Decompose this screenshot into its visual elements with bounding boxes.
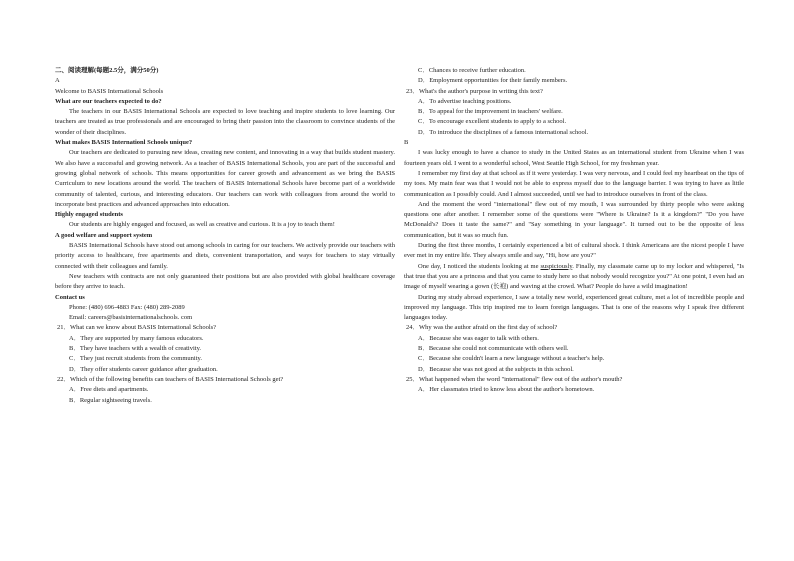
question-23-option-b: B．To appeal for the improvement in teachers' welfare. xyxy=(418,108,563,116)
underlined-word-suspiciously: suspiciously xyxy=(540,262,573,270)
question-22-option-d: D．Employment opportunities for their family members. xyxy=(418,77,568,85)
passage-a-paragraph-4: BASIS International Schools have stood out among schools in caring for our teachers. We actively provide our teachers with priority access to healthcare, free apartments and diets, convenient transportation, and ways for teachers to stay virtually connected with their colleagues and family. xyxy=(55,242,395,270)
right-column xyxy=(404,66,744,396)
passage-a-paragraph-2: Our teachers are dedicated to pursuing new ideas, creating new content, and innovating in a way that builds student mastery. We also have a successful and growing network. As a teacher of BASIS International Schools, you are part of the successful and growing global network of schools. This means opportunities for career growth and advancement as we bring the BASIS Curriculum to new locations around the world. The teachers of BASIS International Schools have become part of a worldwide community of talented, curious, and interesting educators. Our teachers can work with colleagues from around the world to incorporate best practices and advanced approaches into education. xyxy=(55,149,395,208)
question-23-option-d: D．To introduce the disciplines of a famous international school. xyxy=(418,128,589,136)
passage-b-paragraph-5 xyxy=(404,262,744,293)
question-21-option-d: D．They offer students career guidance after graduation. xyxy=(69,365,218,373)
left-column xyxy=(55,66,395,406)
question-24-option-c: C．Because she couldn't learn a new language without a teacher's help. xyxy=(418,355,605,363)
question-22-option-c: C．Chances to receive further education. xyxy=(418,67,526,74)
passage-a-letter: A xyxy=(55,77,60,85)
passage-a-heading-5: Contact us xyxy=(55,293,85,301)
question-25-stem: 25．What happened when the word "international" flew out of the author's mouth? xyxy=(406,375,623,383)
passage-a-paragraph-1: The teachers in our BASIS International Schools are expected to love teaching and inspire students to love learning. Our teachers are treated as true professionals and are encouraged to bring their passion into the classroom to convince students of the wonder of their disciplines. xyxy=(55,108,395,136)
passage-b-paragraph-1: I was lucky enough to have a chance to study in the United States as an international student from Ukraine when I was fourteen years old. I went to a wonderful school, West Seattle High School, for my freshman year. xyxy=(404,149,744,167)
passage-b-paragraph-4: During the first three months, I certainly experienced a bit of cultural shock. I think Americans are the nicest people I have ever met in my entire life. They always smile and say, "Hi, how are you?" xyxy=(404,242,744,260)
passage-b-paragraph-5-start: One day, I noticed the students looking at me xyxy=(418,262,541,270)
passage-a-heading-4: A good welfare and support system xyxy=(55,231,153,239)
passage-b-paragraph-5-end: . Finally, my classmate came up to my locker and whispered, "Is that true that you are a princess and that you came to study here so that nobody would recognize you?" At one point, I even had an image of myself wearing a gown (长袍) and waving at the crowd. What? People do have a wild imagination! xyxy=(404,262,744,291)
question-21-option-b: B．They have teachers with a wealth of creativity. xyxy=(69,345,202,353)
contact-phone: Phone: (480) 696-4883 Fax: (480) 289-2089 xyxy=(69,303,185,311)
question-25-option-a: A．Her classmates tried to know less about the author's hometown. xyxy=(418,386,595,394)
question-23-stem: 23．What's the author's purpose in writing this text? xyxy=(406,87,543,95)
question-22-option-b: B．Regular sightseeing travels. xyxy=(69,396,152,404)
question-24-stem: 24．Why was the author afraid on the first day of school? xyxy=(406,324,558,332)
passage-a-heading-2: What makes BASIS Internationl Schools unique? xyxy=(55,139,193,147)
question-21-stem: 21．What can we know about BASIS International Schools? xyxy=(57,324,217,332)
passage-a-paragraph-5: New teachers with contracts are not only guaranteed their positions but are also provided with global healthcare coverage before they arrive to teach. xyxy=(55,272,395,291)
passage-a-heading-3: Highly engaged students xyxy=(55,211,123,219)
passage-b-paragraph-2: I remember my first day at that school as if it were yesterday. I was very nervous, and I could feel my heartbeat on the tips of my toes. My main fear was that I would not be able to express myself due to the language barrier. I was trying to have as little communication as I possibly could. And I almost succeeded, until we had to introduce ourselves in front of the class. xyxy=(404,169,744,198)
passage-b-paragraph-3: And the moment the word "international" flew out of my mouth, I was surrounded by thirty people who were asking questions one after another. I remember some of the questions were "Where is Ukraine? Is it a kingdom?" "Do you have McDonald's? Does it taste the same?" and "Say something in your language". It turned out to be the opposite of less communication, but it was so much fun. xyxy=(404,200,744,239)
question-24-option-d: D．Because she was not good at the subjects in this school. xyxy=(418,365,574,373)
passage-a-title: Welcome to BASIS International Schools xyxy=(55,87,164,95)
section-heading: 二、阅读理解(每题2.5分，满分50分) xyxy=(55,67,159,74)
question-23-option-a: A．To advertise teaching positions. xyxy=(418,97,512,105)
passage-b-paragraph-6: During my study abroad experience, I saw a totally new world, experienced great culture, met a lot of incredible people and improved my language. This trip inspired me to learn foreign languages. That is one of the reasons why I speak five different languages today. xyxy=(404,293,744,322)
passage-a-heading-1: What are our teachers expected to do? xyxy=(55,97,162,105)
question-21-option-c: C．They just recruit students from the community. xyxy=(69,355,202,363)
question-22-option-a: A．Free diets and apartments. xyxy=(69,386,149,394)
question-23-option-c: C．To encourage excellent students to apply to a school. xyxy=(418,118,567,126)
question-22-stem: 22．Which of the following benefits can teachers of BASIS International Schools get? xyxy=(57,375,284,383)
question-21-option-a: A．They are supported by many famous educators. xyxy=(69,334,204,342)
contact-email: Email: careers@basisinternationalschools. com xyxy=(69,314,193,322)
question-24-option-a: A．Because she was eager to talk with others. xyxy=(418,334,539,342)
question-24-option-b: B．Because she could not communicate with others well. xyxy=(418,345,569,353)
passage-a-paragraph-3: Our students are highly engaged and focused, as well as creative and curious. It is a joy to teach them! xyxy=(69,221,335,229)
passage-b-letter: B xyxy=(404,139,409,147)
